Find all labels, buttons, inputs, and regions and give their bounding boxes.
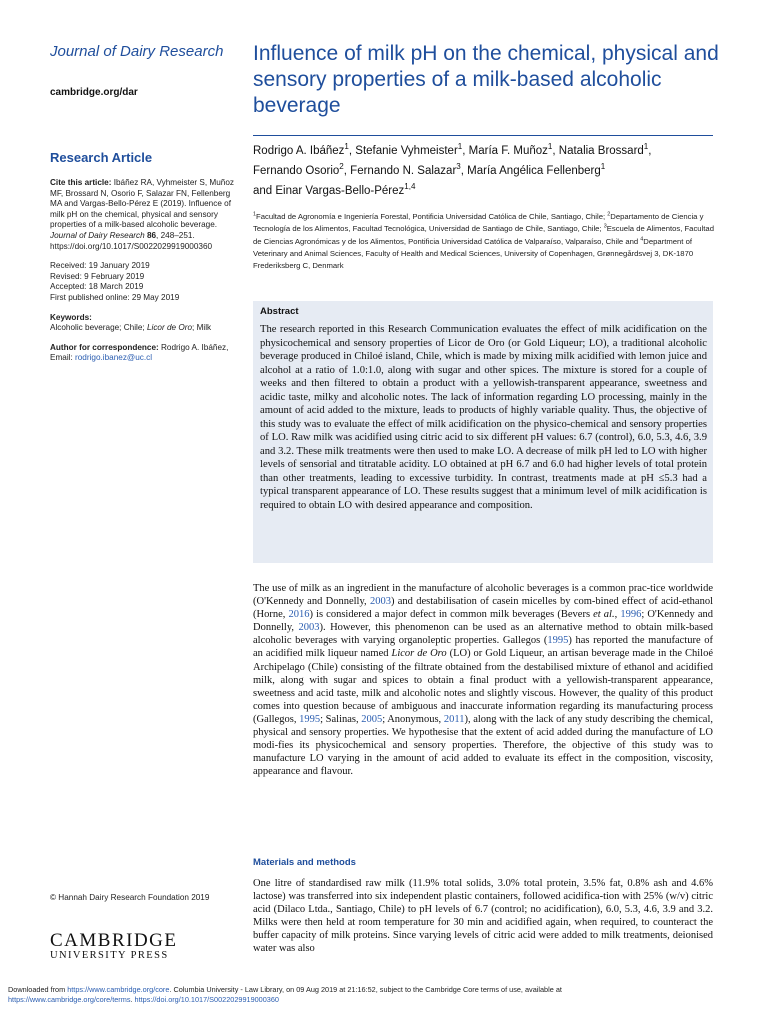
body-text: ; O'Kennedy and Donnelly, — [253, 609, 713, 634]
citation-year-link[interactable]: 2016 — [288, 609, 310, 621]
dates-block — [50, 261, 240, 303]
body-text: The use of milk as an ingredient in the manufacture of alcoholic beverages is a common prac-tice worldwide (O'Kennedy and Donnelly, — [253, 583, 713, 608]
title-divider — [253, 135, 713, 136]
article-title: Influence of milk pH on the chemical, physical and sensory properties of a milk-based alcoholic beverage — [253, 42, 719, 117]
keywords-italic: Licor de Oro — [146, 323, 193, 333]
italic-text: Licor de Oro — [391, 648, 447, 660]
author-affiliation-marker: 1 — [600, 162, 606, 172]
author-affiliation-marker: 1,4 — [404, 182, 416, 192]
citation-year-link[interactable]: 1995 — [547, 635, 569, 647]
author-affiliation-marker: 1 — [547, 142, 553, 152]
affiliations — [253, 211, 723, 272]
methods-heading: Materials and methods — [253, 857, 356, 868]
keywords-block — [50, 313, 240, 334]
introduction-paragraph — [253, 582, 713, 778]
italic-text: et al. — [593, 609, 615, 621]
cite-text: Ibáñez RA, Vyhmeister S, Muñoz MF, Brossard N, Osorio F, Salazar FN, Fellenberg MA and Vargas-Bello-Pérez E (2019). Influence of milk pH on the chemical, physical and sensory properties of a milk-based alcoholic beverage. — [50, 178, 234, 230]
accepted-date: Accepted: 18 March 2019 — [50, 282, 144, 292]
citation-year-link[interactable]: 2005 — [361, 713, 383, 725]
body-text: ; Anonymous, — [382, 713, 444, 725]
author-name: María F. Muñoz — [468, 145, 548, 157]
keywords-label: Keywords: — [50, 312, 92, 322]
correspondence-name: Rodrigo A. Ibáñez, Email: — [50, 342, 229, 363]
citation-year-link[interactable]: 2003 — [298, 622, 320, 634]
abstract-heading: Abstract — [260, 306, 299, 317]
author-name: and Einar Vargas-Bello-Pérez — [253, 185, 405, 197]
author-name: Fernando Osorio — [253, 165, 340, 177]
author-affiliation-marker: 1 — [643, 142, 649, 152]
footer-text: Downloaded from — [8, 985, 68, 994]
abstract-text: The research reported in this Research Communication evaluates the effect of milk acidification on the physicochemical and sensory properties of Licor de Oro (or Gold Liqueur; LO), a traditional alcoholic beverage produced in Chiloé island, Chile, which is made by mixing milk acidified with lemon juice and alcohol at a ratio of 1.0:1.0, along with sugar and other spices. The mixture is stored for a couple of weeks and then filtered to obtain a product with a yellowish-transparent appearance, sweetness and acidic taste, milky and alcoholic notes. The lack of information regarding LO processing, mainly in the amount of acid added to the mixture, leads to products of highly variable quality. Thus, the objective of this study was to evaluate the effect of milk acidification on the physico-chemical and sensory properties of LO. Raw milk was acidified using citric acid to six different pH values: 6.7 (control), 6.0, 5.3, 4.6, 3.9 and 3.2. These milk treatments were then used to make LO. A decrease of milk pH led to LO with higher levels of sensorial and titratable acidity. LO obtained at pH 6.7 and 6.0 had higher levels of total protein than other treatments, leading to excessive turbidity. In contrast, treatments made at pH ≤5.3 had a typical transparent appearance of LO. These results suggest that a minimum level of milk acidification is required to obtain LO with desired appearance and composition. — [260, 324, 707, 511]
journal-url[interactable]: cambridge.org/dar — [50, 87, 138, 98]
published-date: First published online: 29 May 2019 — [50, 292, 180, 302]
author-affiliation-marker: 2 — [339, 162, 344, 172]
journal-name: Journal of Dairy Research — [50, 43, 224, 60]
body-text: , — [614, 609, 621, 621]
citation-year-link[interactable]: 1996 — [620, 609, 642, 621]
author-affiliation-marker: 3 — [456, 162, 461, 172]
affiliation-text: Facultad de Agronomía e Ingeniería Forestal, Pontificia Universidad Católica de Chile, Santiago, Chile; — [256, 212, 608, 221]
revised-date: Revised: 9 February 2019 — [50, 271, 145, 281]
cite-journal: Journal of Dairy Research — [50, 230, 145, 240]
author-list: Rodrigo A. Ibáñez$^1$, Stefanie Vyhmeister$^1$, María F. Muñoz$^1$, Natalia Brossard$^1$, Fernando Osorio$^2$, Fernando N. Salazar$^3$, María Angélica Fellenberg$^1$ and Einar Vargas-Bello-Pérez$^{1,4}$ — [253, 142, 652, 197]
author-name: Fernando N. Salazar — [350, 165, 457, 177]
footer-core-link[interactable]: https://www.cambridge.org/core — [67, 985, 170, 994]
citation-block — [50, 178, 240, 252]
affiliation-text: Escuela de Alimentos, Facultad de Ciencias Agronómicas y de los Alimentos, Pontificia Universidad Católica de Valparaíso, Valparaíso, Chile and — [253, 224, 714, 246]
article-info-sidebar — [50, 178, 240, 373]
download-footer — [8, 985, 728, 1005]
footer-text: . — [130, 995, 135, 1004]
affiliation-marker: 2 — [607, 211, 611, 218]
author-affiliation-marker: 1 — [344, 142, 349, 152]
keywords-text-end: ; Milk — [192, 323, 212, 333]
methods-paragraph: One litre of standardised raw milk (11.9% total solids, 3.0% total protein, 3.5% fat, 0.8% ash and 4.6% lactose) was transferred into six independent plastic containers, followed acidifica-tion with 25% (w/v) citric acid (Dilaco Ltda., Santiago, Chile) to pH levels of 6.7 (control; no acidification), 6.0, 5.3, 4.6, 3.9 and 3.2. Milks were then held at room temperature for 30 min and acidified again, when required, to counteract the buffer capacity of milk proteins. Since varying levels of citric acid were added to milk treatments, deionised water was also — [253, 878, 713, 955]
copyright-notice: © Hannah Dairy Research Foundation 2019 — [50, 893, 210, 902]
affiliation-text: Department of Veterinary and Animal Sciences, Faculty of Health and Medical Sciences, University of Copenhagen, Grønnegårdsvej 3, DK-1870 Frederiksberg C, Denmark — [253, 236, 694, 271]
author-name: Stefanie Vyhmeister — [355, 145, 458, 157]
affiliation-text: Departamento de Ciencia y Tecnología de los Alimentos, Facultad Tecnológica, Universidad de Santiago de Chile, Santiago, Chile; — [253, 212, 704, 234]
keywords-text: Alcoholic beverage; Chile; — [50, 323, 147, 333]
publisher-main-text: CAMBRIDGE — [50, 930, 178, 951]
affiliation-marker: 3 — [603, 223, 607, 230]
body-text: ), along with the lack of any study describing the chemical, physical and sensory properties. We hypothesise that the extent of acid added during the manufacture of LO modi-fies its physicochemical and sensory properties. Therefore, the objective of this study was to manufacture LO varying in the amount of acid added to evaluate its effect in the composition, viscosity, appearance and flavour. — [253, 713, 713, 778]
correspondence-block — [50, 343, 240, 364]
article-type-heading: Research Article — [50, 150, 153, 165]
body-text: ) and destabilisation of casein micelles by com-bined effect of acid-ethanol (Horne, — [253, 596, 713, 621]
cite-label: Cite this article: — [50, 178, 112, 187]
footer-text: . Columbia University - Law Library, on 09 Aug 2019 at 21:16:52, subject to the Cambridge Core terms of use, available at — [169, 985, 562, 994]
body-text: (LO) or Gold Liqueur, an artisan beverage made in the Chiloé Archipelago (Chile) consisting of the filtrate obtained from the destabilised mixture of ethanol and acidified milk, along with sugar and spices to obtain a final product with a yellowish-transparent appearance, sweetness and acid taste, milk and alcoholic notes and slightly viscous. However, the quality of this product comes into question because of ambiguous and inaccurate information regarding its manufacturing process (Gallegos, — [253, 648, 713, 725]
author-name: María Angélica Fellenberg — [467, 165, 601, 177]
body-text: ). However, this phenomenon can be used as an alternative method to obtain milk-based alcoholic beverages with varying organoleptic properties. Gallegos ( — [253, 622, 713, 647]
citation-year-link[interactable]: 1995 — [299, 713, 321, 725]
affiliation-marker: 4 — [640, 236, 644, 243]
body-text: ; Salinas, — [320, 713, 362, 725]
correspondence-label: Author for correspondence: — [50, 342, 159, 352]
cite-doi[interactable]: , 248–251. https://doi.org/10.1017/S0022029919000360 — [50, 230, 213, 251]
cite-volume: 86 — [146, 230, 157, 240]
body-text: ) is considered a major defect in common milk beverages (Bevers — [309, 609, 594, 621]
correspondence-email-link[interactable]: rodrigo.ibanez@uc.cl — [75, 353, 153, 363]
author-name: Rodrigo A. Ibáñez — [253, 145, 345, 157]
author-name: Natalia Brossard — [558, 145, 644, 157]
citation-year-link[interactable]: 2003 — [369, 596, 391, 608]
publisher-sub-text: UNIVERSITY PRESS — [50, 950, 169, 961]
footer-terms-link[interactable]: https://www.cambridge.org/core/terms — [8, 995, 131, 1004]
citation-year-link[interactable]: 2011 — [443, 713, 465, 725]
author-affiliation-marker: 1 — [457, 142, 463, 152]
received-date: Received: 19 January 2019 — [50, 261, 150, 271]
footer-doi-link[interactable]: https://doi.org/10.1017/S0022029919000360 — [134, 995, 279, 1004]
body-text: ) has reported the manufacture of an acidified milk liqueur named — [253, 635, 713, 660]
affiliation-marker: 1 — [253, 211, 256, 218]
cambridge-university-press-logo — [50, 930, 200, 961]
